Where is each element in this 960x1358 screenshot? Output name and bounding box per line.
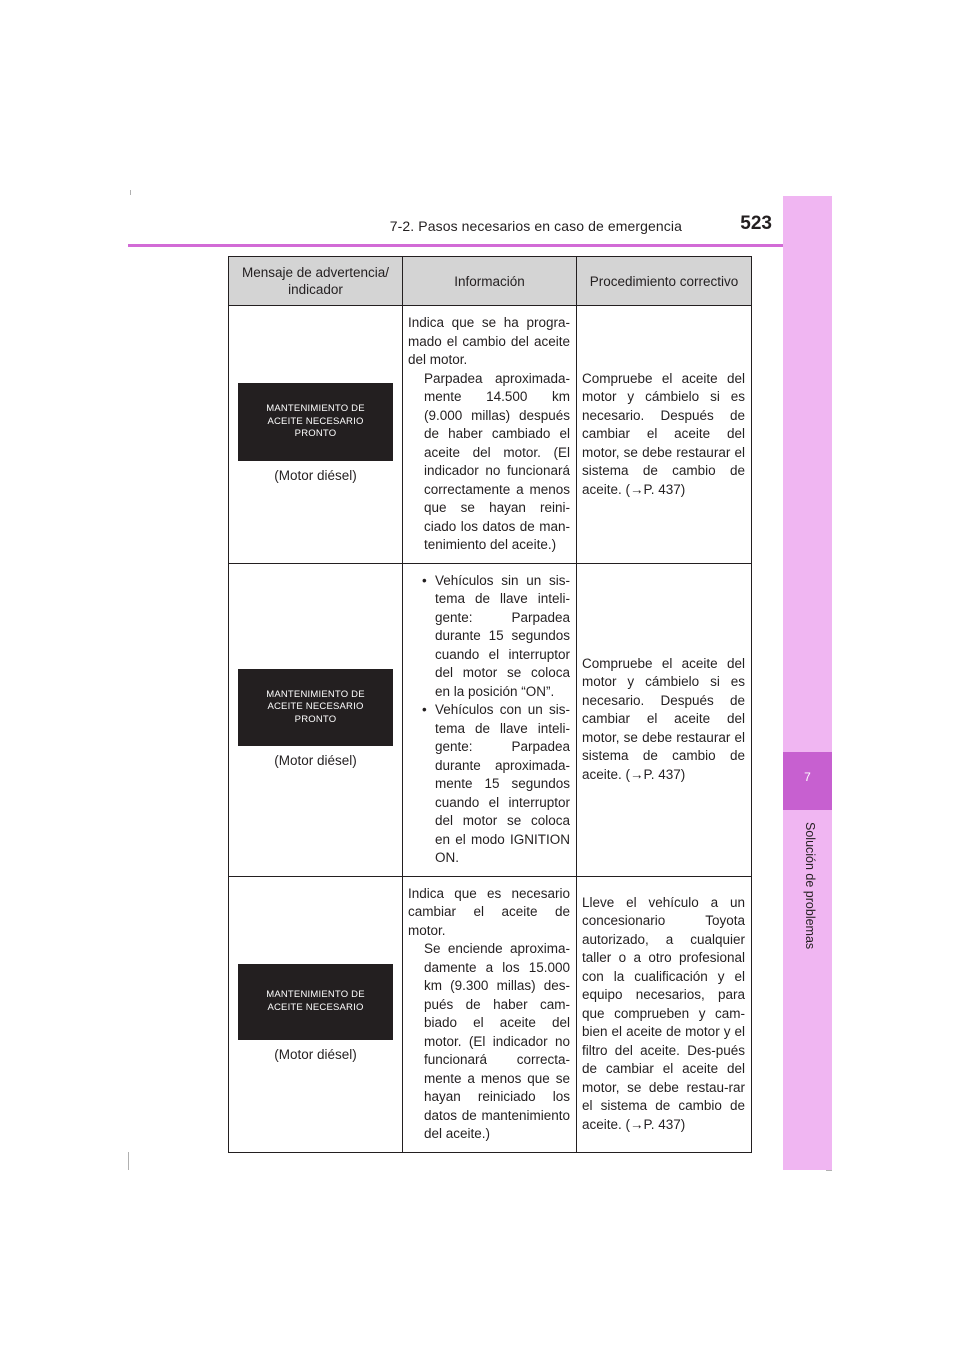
display-text-line: MANTENIMIENTO DE: [266, 688, 365, 700]
information-detail: Se enciende aproxima-damente a los 15.000 km (9.300 millas) des-pués de haber cam-biado el aceite del motor. (El indicador no funcionará correcta-mente a menos que se hayan reiniciado los datos de mantenimiento del aceite.): [424, 941, 570, 1141]
indicator-cell: [229, 563, 403, 876]
engine-type-label: (Motor diésel): [274, 468, 357, 483]
procedure-cell: Compruebe el aceite del motor y cámbielo si es necesario. Después de cambiar el aceite del motor, se debe restaurar el sistema de cambio de aceite. (→P. 437): [577, 306, 752, 564]
table-row: [229, 306, 752, 564]
engine-type-label: (Motor diésel): [274, 752, 357, 768]
multi-info-display-message: [238, 669, 393, 746]
display-text-line: ACEITE NECESARIO: [267, 701, 364, 712]
crop-mark: [128, 1152, 129, 1170]
column-header-information: Información: [403, 257, 577, 306]
display-text-line: PRONTO: [294, 428, 337, 440]
information-intro: Indica que es necesario cambiar el aceite de motor.: [408, 885, 570, 938]
crop-mark: [130, 190, 131, 195]
display-text-line: MANTENIMIENTO DE: [266, 403, 365, 415]
column-header-message: Mensaje de advertencia/ indicador: [229, 257, 403, 306]
indicator-cell: [229, 876, 403, 1152]
display-text-line: PRONTO: [294, 713, 337, 725]
warning-message-table: [228, 256, 752, 1153]
display-text-line: MANTENIMIENTO DE: [266, 989, 365, 1001]
chapter-number: 7: [804, 770, 811, 784]
crop-mark: [826, 1170, 832, 1171]
list-item: • Vehículos sin un sis-tema de llave inteli-gente: Parpadea durante 15 segundos cuando el interruptor del motor se coloca en la posición “ON”.: [408, 572, 570, 702]
table-row: [229, 563, 752, 876]
condition-list: [408, 572, 570, 868]
procedure-cell: Compruebe el aceite del motor y cámbielo si es necesario. Después de cambiar el aceite del motor, se debe restaurar el sistema de cambio de aceite. (→P. 437): [577, 563, 752, 876]
information-intro: Indica que se ha progra-mado el cambio del aceite del motor.: [408, 315, 570, 367]
information-cell: [403, 306, 577, 564]
multi-info-display-message: [238, 383, 393, 461]
column-header-procedure: Procedimiento correctivo: [577, 257, 752, 306]
display-text-line: ACEITE NECESARIO: [267, 1001, 364, 1013]
chapter-side-tab: [783, 196, 832, 1170]
section-title: 7-2. Pasos necesarios en caso de emergencia: [389, 218, 682, 234]
list-item: • Vehículos con un sis-tema de llave inteli-gente: Parpadea durante aproximada-mente 15 segundos cuando el interruptor del motor se coloca en el modo IGNITION ON.: [408, 701, 570, 868]
table-header-row: [229, 257, 752, 306]
header-rule: [128, 244, 832, 247]
information-cell: [403, 876, 577, 1152]
information-detail: Parpadea aproximada-mente 14.500 km (9.000 millas) después de haber cambiado el aceite del motor. (El indicador no funcionará correctamente a menos que se hayan reini-ciado los datos de man-tenimiento del aceite.): [424, 370, 570, 552]
multi-info-display-message: [238, 964, 393, 1040]
indicator-cell: [229, 306, 403, 564]
procedure-cell: Lleve el vehículo a un concesionario Toyota autorizado, a cualquier taller o a otro profesional con la cualificación y el equipo necesarios, para que comprueben y cam-bien el aceite de motor y el filtro del aceite. Des-pués de cambiar el aceite del motor, se debe restau-rar el sistema de cambio de aceite. (→P. 437): [577, 876, 752, 1152]
page-number: 523: [740, 213, 772, 234]
information-cell: [403, 563, 577, 876]
engine-type-label: (Motor diésel): [274, 1046, 357, 1062]
table-row: [229, 876, 752, 1152]
display-text-line: ACEITE NECESARIO: [267, 415, 364, 427]
chapter-title: Solución de problemas: [803, 822, 817, 950]
